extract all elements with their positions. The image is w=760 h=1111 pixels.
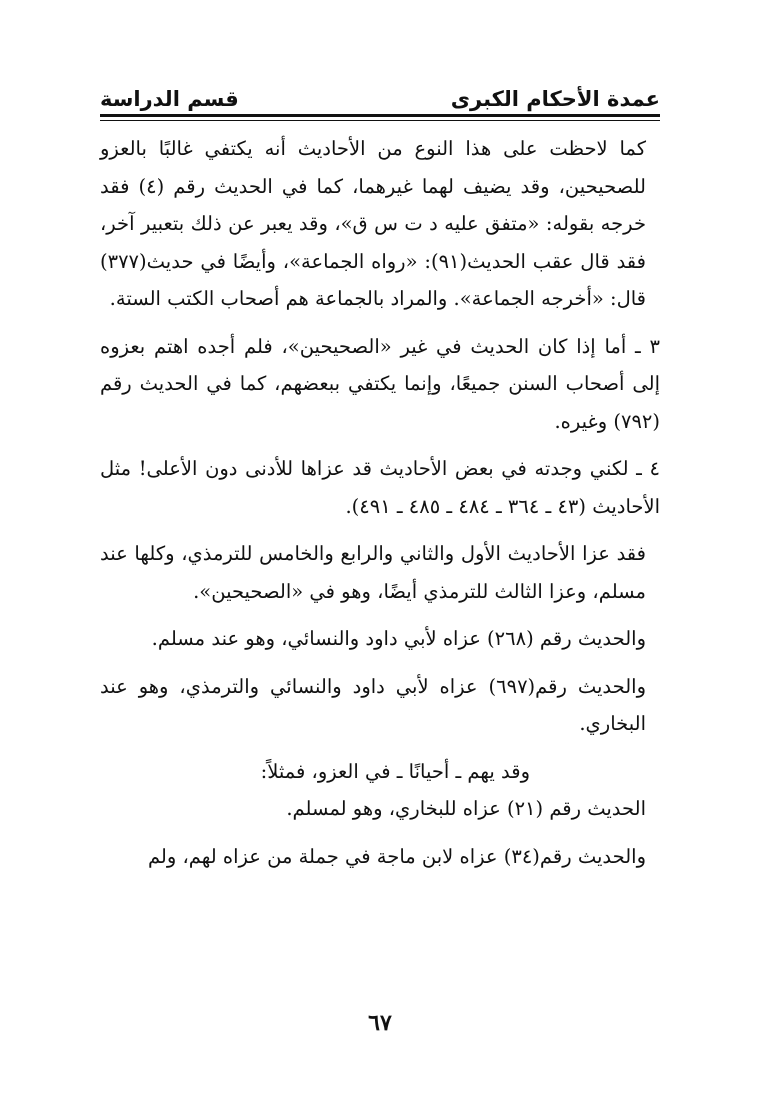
header-rule-thick xyxy=(100,114,660,117)
paragraph-point-4: ٤ ـ لكني وجدته في بعض الأحاديث قد عزاها للأدنى دون الأعلى! مثل الأحاديث (٤٣ ـ ٣٦٤ ـ ٤٨٤ ـ ٤٨٥ ـ ٤٩١). xyxy=(100,457,660,518)
section-title: قسم الدراسة xyxy=(100,87,239,111)
paragraph-hadith-268: والحديث رقم (٢٦٨) عزاه لأبي داود والنسائي، وهو عند مسلم. xyxy=(151,627,646,650)
header-rule-thin xyxy=(100,120,660,121)
paragraph-point-3: ٣ ـ أما إذا كان الحديث في غير «الصحيحين»، فلم أجده اهتم بعزوه إلى أصحاب السنن جميعًا، وإنما يكتفي ببعضهم، كما في الحديث رقم (٧٩٢) وغيره. xyxy=(100,334,660,433)
paragraph-attribution-tirmidhi: فقد عزا الأحاديث الأول والثاني والرابع والخامس للترمذي، وكلها عند مسلم، وعزا الثالث للترمذي أيضًا، وهو في «الصحيحين». xyxy=(100,542,646,603)
paragraph-hadith-21: الحديث رقم (٢١) عزاه للبخاري، وهو لمسلم. xyxy=(286,797,646,820)
paragraph-conclusion-sahihain: كما لاحظت على هذا النوع من الأحاديث أنه يكتفي غالبًا بالعزو للصحيحين، وقد يضيف لهما غيرهما، كما في الحديث رقم (٤) فقد خرجه بقوله: «متفق عليه د ت س ق»، وقد يعبر عن ذلك بتعبير آخر، فقد قال عقب الحديث(٩١): «رواه الجماعة»، وأيضًا في حديث(٣٧٧) قال: «أخرجه الجماعة». والمراد بالجماعة هم أصحاب الكتب الستة. xyxy=(100,137,646,310)
running-header xyxy=(100,82,660,112)
body-text xyxy=(100,130,660,875)
page-number: ٦٧ xyxy=(368,1010,392,1036)
paragraph-errors-intro: وقد يهم ـ أحيانًا ـ في العزو، فمثلاً: xyxy=(260,759,530,783)
paragraph-hadith-34: والحديث رقم(٣٤) عزاه لابن ماجة في جملة من عزاه لهم، ولم xyxy=(147,844,646,868)
paragraph-hadith-697: والحديث رقم(٦٩٧) عزاه لأبي داود والنسائي والترمذي، وهو عند البخاري. xyxy=(100,674,646,735)
book-title: عمدة الأحكام الكبرى xyxy=(450,87,660,111)
